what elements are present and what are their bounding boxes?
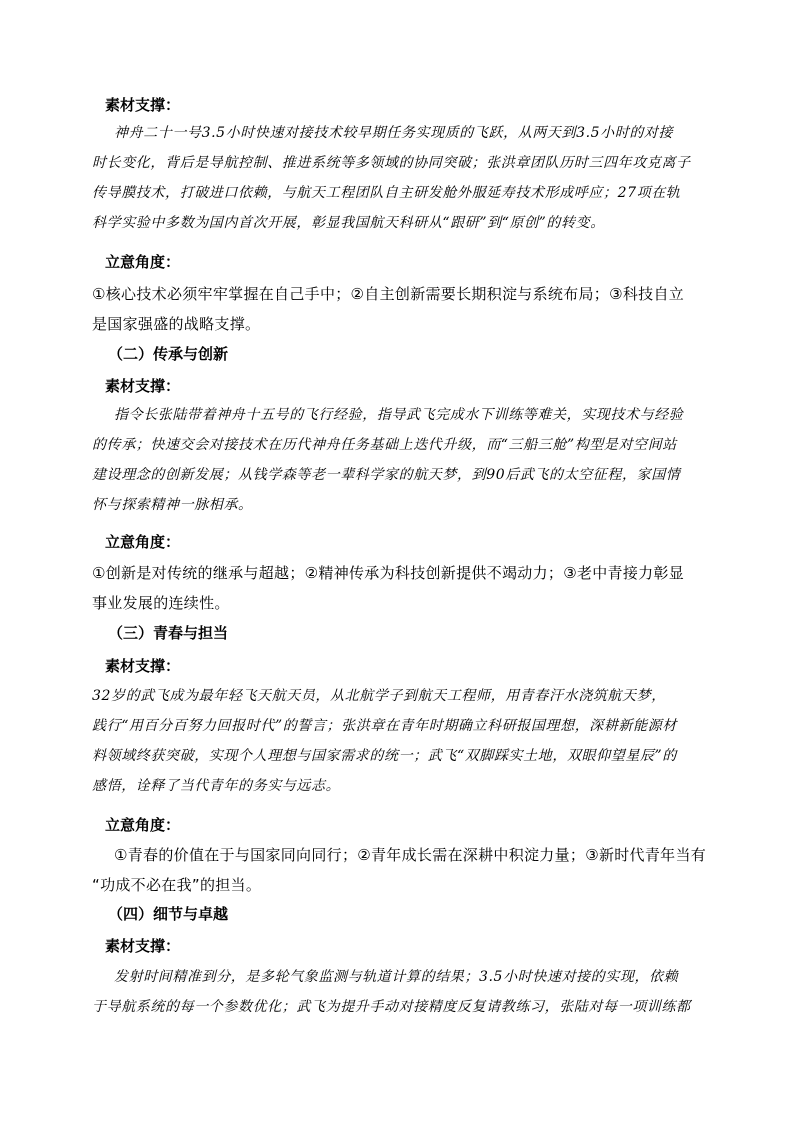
- section-title: （三）青春与担当: [108, 624, 229, 642]
- paragraph-line: 发射时间精准到分，是多轮气象监测与轨道计算的结果；3.5小时快速对接的实现，依赖: [114, 969, 679, 985]
- material-heading: 素材支撑：: [105, 937, 181, 955]
- angle-heading: 立意角度：: [105, 533, 181, 551]
- paragraph-line: 时长变化，背后是导航控制、推进系统等多领域的协同突破；张洪章团队历时三四年攻克离子: [92, 155, 691, 171]
- material-paragraph: [92, 118, 722, 238]
- section-title: （二）传承与创新: [108, 345, 229, 363]
- material-paragraph: [92, 962, 722, 1022]
- angle-paragraph: [92, 558, 722, 618]
- paragraph-line: 科学实验中多数为国内首次开展，彰显我国航天科研从“跟研”到“原创”的转变。: [92, 215, 605, 231]
- angle-paragraph: [92, 279, 722, 339]
- paragraph-line: 于导航系统的每一个参数优化；武飞为提升手动对接精度反复请教练习，张陆对每一项训练都: [92, 999, 691, 1015]
- paragraph-line: 指令长张陆带着神舟十五号的飞行经验，指导武飞完成水下训练等难关，实现技术与经验: [114, 407, 684, 423]
- paragraph-line: ①青春的价值在于与国家同向同行；②青年成长需在深耕中积淀力量；③新时代青年当有: [114, 846, 707, 864]
- material-paragraph: [92, 681, 722, 801]
- paragraph-line: 是国家强盛的战略支撑。: [92, 315, 261, 333]
- material-heading: 素材支撑：: [105, 377, 181, 395]
- paragraph-line: 料领域终获突破，实现个人理想与国家需求的统一；武飞“双脚踩实土地，双眼仰望星辰”的: [92, 748, 677, 764]
- paragraph-line: 的传承；快速交会对接技术在历代神舟任务基础上迭代升级，而“三船三舱”构型是对空间站: [92, 437, 677, 453]
- paragraph-line: 践行“用百分百努力回报时代”的誓言；张洪章在青年时期确立科研报国理想，深耕新能源材: [92, 718, 677, 734]
- paragraph-line: ①核心技术必须牢牢掌握在自己手中；②自主创新需要长期积淀与系统布局；③科技自立: [92, 285, 685, 303]
- material-heading: 素材支撑：: [105, 96, 181, 114]
- paragraph-line: 神舟二十一号3.5小时快速对接技术较早期任务实现质的飞跃，从两天到3.5小时的对接: [114, 125, 674, 141]
- paragraph-line: “功成不必在我”的担当。: [92, 876, 262, 894]
- paragraph-line: 怀与探索精神一脉相承。: [92, 497, 253, 513]
- section-title: （四）细节与卓越: [108, 905, 229, 923]
- angle-heading: 立意角度：: [105, 816, 181, 834]
- paragraph-line: 传导膜技术，打破进口依赖，与航天工程团队自主研发舱外服延寿技术形成呼应；27项在轨: [92, 185, 681, 201]
- angle-heading: 立意角度：: [105, 253, 181, 271]
- angle-paragraph: [92, 840, 722, 900]
- paragraph-line: 事业发展的连续性。: [92, 594, 230, 612]
- paragraph-line: 感悟，诠释了当代青年的务实与远志。: [92, 778, 341, 794]
- material-paragraph: [92, 400, 722, 520]
- material-heading: 素材支撑：: [105, 657, 181, 675]
- paragraph-line: 32岁的武飞成为最年轻飞天航天员，从北航学子到航天工程师，用青春汗水浇筑航天梦，: [92, 688, 666, 704]
- paragraph-line: ①创新是对传统的继承与超越；②精神传承为科技创新提供不竭动力；③老中青接力彰显: [92, 564, 685, 582]
- paragraph-line: 建设理念的创新发展；从钱学森等老一辈科学家的航天梦，到90后武飞的太空征程，家国情: [92, 467, 681, 483]
